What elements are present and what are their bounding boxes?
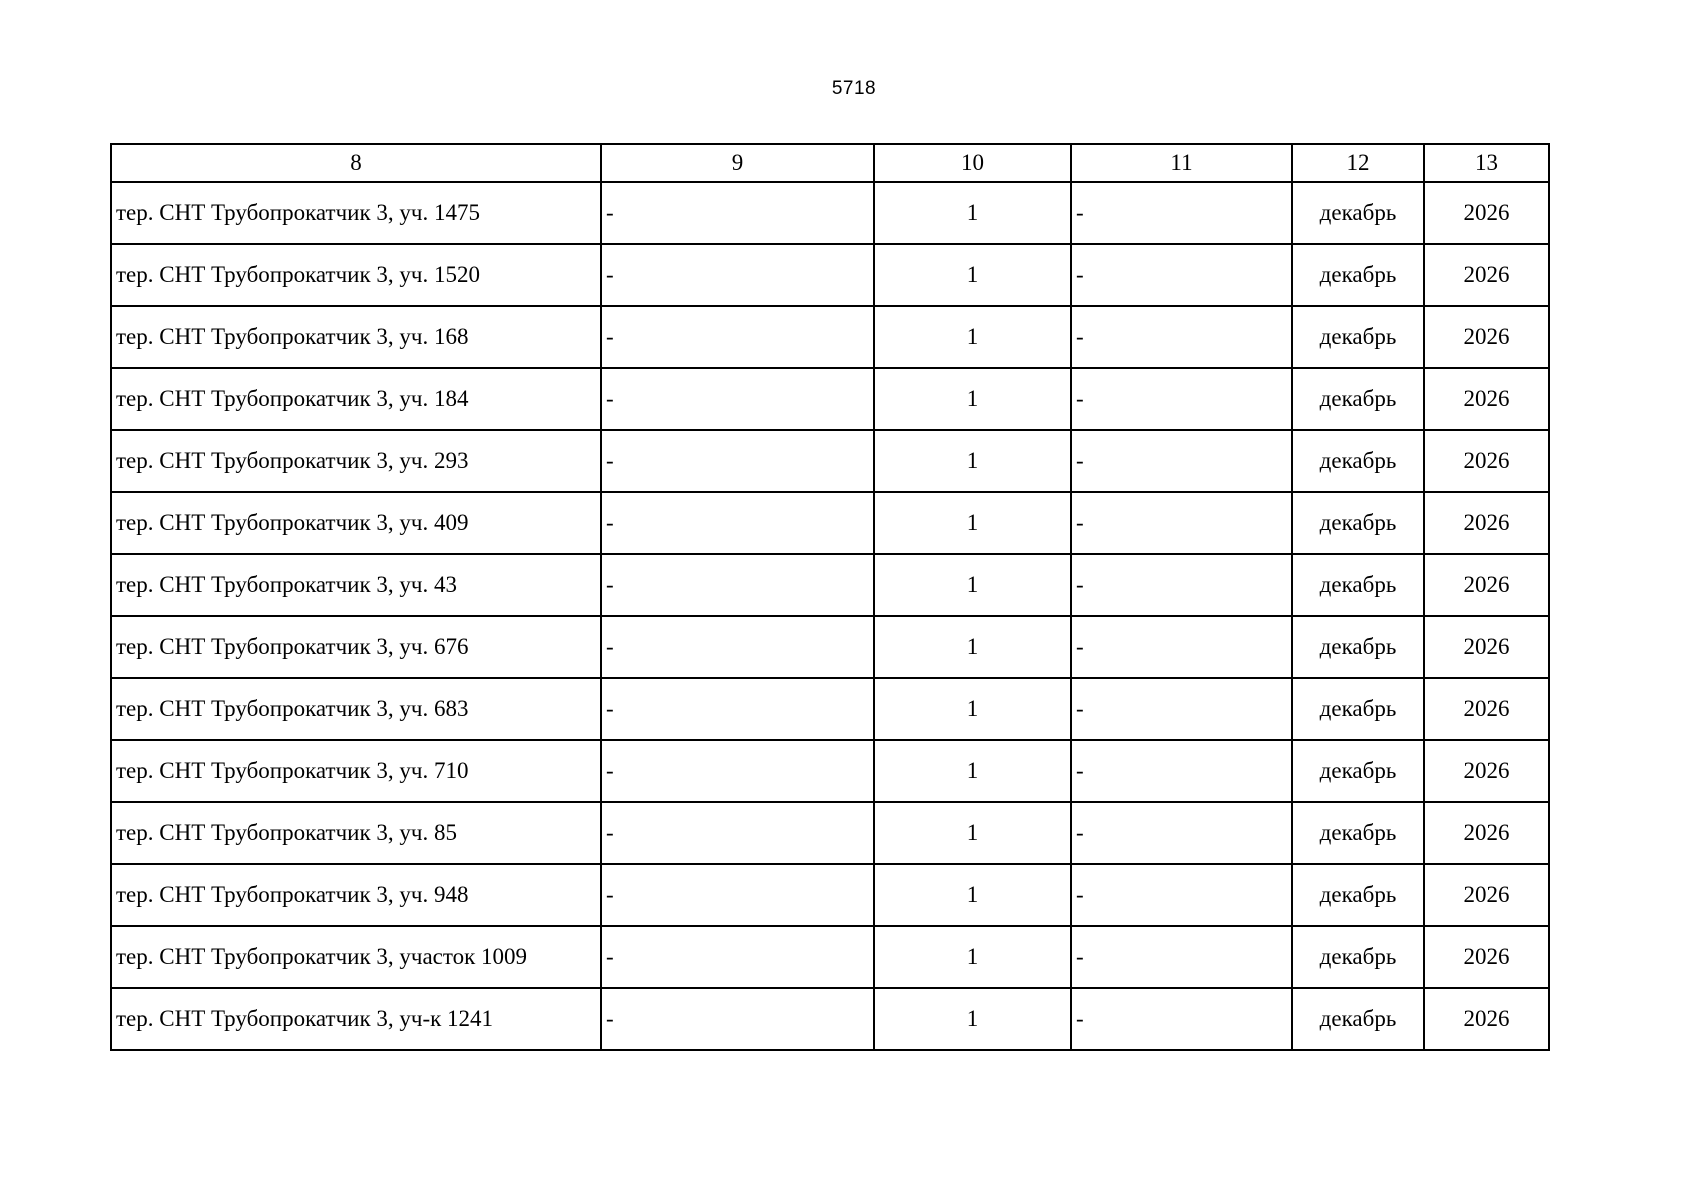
table-row [111,368,1549,430]
cell: - [1071,864,1292,926]
data-table [110,143,1550,1051]
cell: 1 [874,492,1071,554]
month-cell: декабрь [1292,492,1424,554]
year-cell: 2026 [1424,306,1549,368]
cell: - [601,802,874,864]
column-header: 10 [874,144,1071,182]
year-cell: 2026 [1424,430,1549,492]
cell: - [601,306,874,368]
address-cell: тер. СНТ Трубопрокатчик 3, уч. 409 [111,492,601,554]
cell: 1 [874,430,1071,492]
cell: - [1071,616,1292,678]
year-cell: 2026 [1424,616,1549,678]
cell: - [601,430,874,492]
month-cell: декабрь [1292,306,1424,368]
cell: - [1071,740,1292,802]
year-cell: 2026 [1424,678,1549,740]
table-row [111,926,1549,988]
column-header: 11 [1071,144,1292,182]
month-cell: декабрь [1292,554,1424,616]
page-number: 5718 [831,78,877,99]
cell: - [1071,306,1292,368]
table-row [111,492,1549,554]
cell: 1 [874,926,1071,988]
cell: 1 [874,244,1071,306]
address-cell: тер. СНТ Трубопрокатчик 3, уч. 1475 [111,182,601,244]
month-cell: декабрь [1292,182,1424,244]
year-cell: 2026 [1424,182,1549,244]
month-cell: декабрь [1292,864,1424,926]
address-cell: тер. СНТ Трубопрокатчик 3, уч. 184 [111,368,601,430]
month-cell: декабрь [1292,616,1424,678]
cell: 1 [874,678,1071,740]
table-row [111,988,1549,1050]
cell: - [601,678,874,740]
header-row [111,144,1549,182]
address-cell: тер. СНТ Трубопрокатчик 3, уч. 293 [111,430,601,492]
month-cell: декабрь [1292,368,1424,430]
cell: 1 [874,368,1071,430]
cell: 1 [874,740,1071,802]
month-cell: декабрь [1292,740,1424,802]
address-cell: тер. СНТ Трубопрокатчик 3, уч. 85 [111,802,601,864]
cell: - [1071,988,1292,1050]
cell: - [601,492,874,554]
cell: - [1071,430,1292,492]
month-cell: декабрь [1292,244,1424,306]
cell: - [1071,182,1292,244]
cell: 1 [874,306,1071,368]
year-cell: 2026 [1424,740,1549,802]
year-cell: 2026 [1424,492,1549,554]
address-cell: тер. СНТ Трубопрокатчик 3, уч. 43 [111,554,601,616]
address-cell: тер. СНТ Трубопрокатчик 3, участок 1009 [111,926,601,988]
address-cell: тер. СНТ Трубопрокатчик 3, уч-к 1241 [111,988,601,1050]
cell: - [601,988,874,1050]
column-header: 9 [601,144,874,182]
year-cell: 2026 [1424,244,1549,306]
cell: - [1071,492,1292,554]
month-cell: декабрь [1292,430,1424,492]
address-cell: тер. СНТ Трубопрокатчик 3, уч. 168 [111,306,601,368]
year-cell: 2026 [1424,864,1549,926]
cell: - [601,182,874,244]
year-cell: 2026 [1424,802,1549,864]
cell: - [601,368,874,430]
cell: 1 [874,988,1071,1050]
table-row [111,306,1549,368]
table-row [111,616,1549,678]
year-cell: 2026 [1424,988,1549,1050]
table-row [111,554,1549,616]
cell: - [1071,554,1292,616]
table-row [111,740,1549,802]
cell: - [601,616,874,678]
table-row [111,802,1549,864]
cell: - [1071,244,1292,306]
cell: 1 [874,554,1071,616]
cell: - [601,740,874,802]
column-header: 12 [1292,144,1424,182]
cell: - [601,926,874,988]
table-row [111,864,1549,926]
cell: - [601,554,874,616]
cell: 1 [874,616,1071,678]
table-body [111,182,1549,1050]
address-cell: тер. СНТ Трубопрокатчик 3, уч. 676 [111,616,601,678]
address-cell: тер. СНТ Трубопрокатчик 3, уч. 710 [111,740,601,802]
table-header [111,144,1549,182]
table-row [111,678,1549,740]
cell: 1 [874,864,1071,926]
month-cell: декабрь [1292,802,1424,864]
address-cell: тер. СНТ Трубопрокатчик 3, уч. 1520 [111,244,601,306]
month-cell: декабрь [1292,988,1424,1050]
year-cell: 2026 [1424,368,1549,430]
address-cell: тер. СНТ Трубопрокатчик 3, уч. 948 [111,864,601,926]
cell: - [1071,802,1292,864]
month-cell: декабрь [1292,678,1424,740]
year-cell: 2026 [1424,554,1549,616]
cell: - [1071,678,1292,740]
cell: 1 [874,802,1071,864]
cell: 1 [874,182,1071,244]
column-header: 8 [111,144,601,182]
table-row [111,430,1549,492]
column-header: 13 [1424,144,1549,182]
month-cell: декабрь [1292,926,1424,988]
cell: - [1071,368,1292,430]
year-cell: 2026 [1424,926,1549,988]
address-cell: тер. СНТ Трубопрокатчик 3, уч. 683 [111,678,601,740]
cell: - [601,864,874,926]
cell: - [601,244,874,306]
table-row [111,182,1549,244]
cell: - [1071,926,1292,988]
table-row [111,244,1549,306]
